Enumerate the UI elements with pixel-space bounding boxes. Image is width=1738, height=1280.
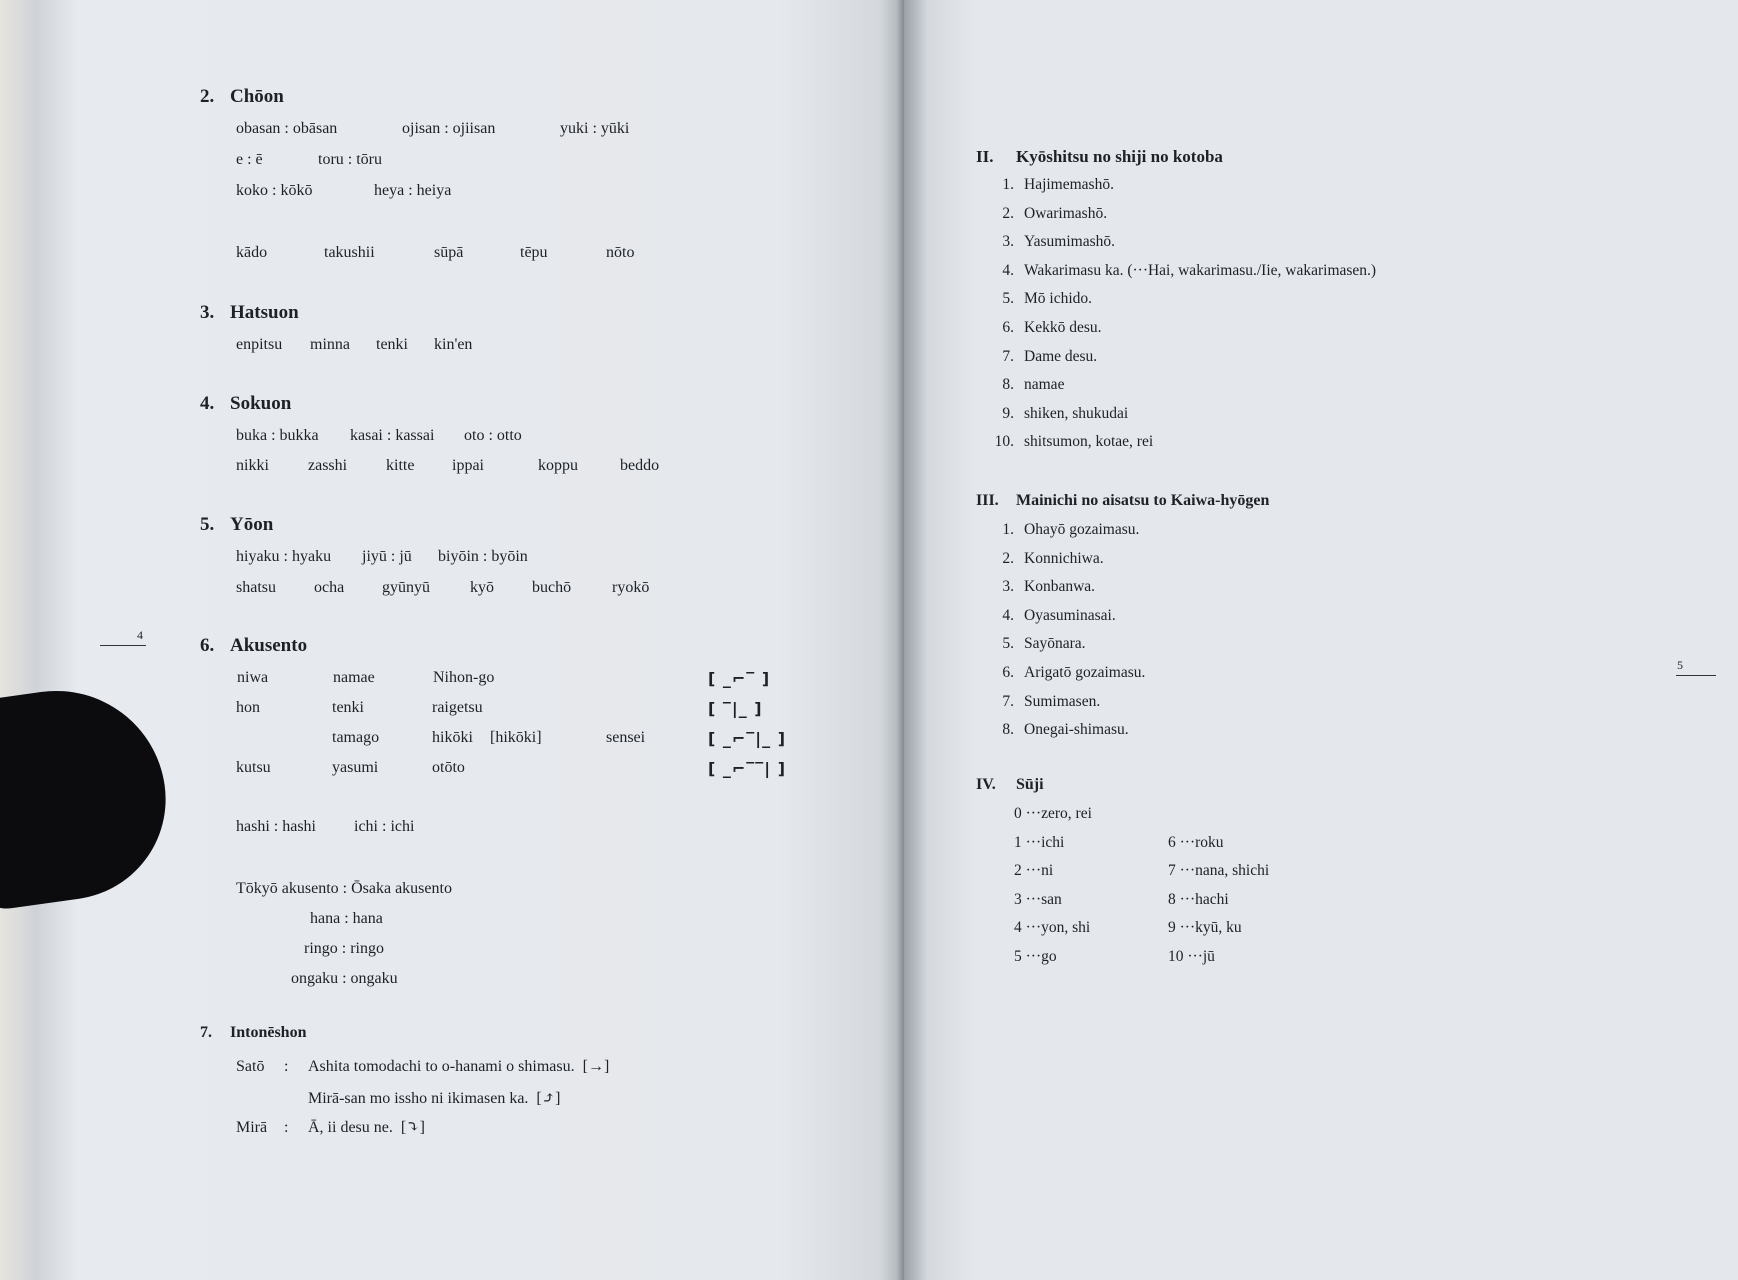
item-text: Oyasuminasai. (1024, 606, 1116, 624)
list-item (984, 405, 1376, 434)
section-title: Sūji (1016, 776, 1044, 793)
choon-row-1 (236, 120, 629, 138)
list-item (984, 233, 1376, 262)
item-number: 6. (1002, 663, 1014, 681)
section-iii-heading (976, 492, 1269, 510)
section-title: Mainichi no aisatsu to Kaiwa-hyōgen (1016, 492, 1270, 509)
accent-word: sensei (606, 729, 646, 746)
accent-word: Nihon-go (433, 669, 495, 686)
word: koppu (538, 457, 578, 474)
speaker-colon: : (284, 1119, 289, 1136)
word: kin'en (434, 336, 473, 353)
item-number: 2. (1002, 549, 1014, 567)
list-item (984, 607, 1145, 636)
list-item (984, 721, 1145, 750)
accent-word: kutsu (236, 759, 271, 776)
pitch-pattern: [ ‾|_ ] (708, 699, 763, 718)
word-pair: e : ē (236, 151, 263, 168)
pitch-pattern: [ _⌐‾|_ ] (708, 729, 787, 748)
item-text: Konnichiwa. (1024, 549, 1104, 567)
number-item: 5 ···go (1014, 947, 1057, 965)
section-number: 5. (200, 514, 215, 535)
greeting-list (984, 521, 1145, 750)
item-text: namae (1024, 376, 1065, 394)
list-item (984, 376, 1376, 405)
accent-pattern-4 (708, 759, 787, 779)
accent-word: hon (236, 699, 260, 716)
word: kyō (470, 579, 494, 596)
accent-word: hikōki (432, 729, 473, 746)
word: tēpu (520, 244, 548, 261)
accent-word: yasumi (332, 759, 379, 776)
word-pair: heya : heiya (374, 182, 452, 199)
word-pair: ojisan : ojiisan (402, 120, 496, 137)
word: gyūnyū (382, 579, 430, 596)
item-number: 3. (1002, 578, 1014, 596)
item-number: 1. (1002, 176, 1014, 193)
item-number: 8. (1002, 376, 1014, 394)
item-number: 7. (1002, 347, 1014, 365)
list-item (984, 578, 1145, 607)
section-title: Akusento (230, 635, 308, 656)
section-number: 3. (200, 302, 215, 323)
word-pair: buka : bukka (236, 427, 319, 444)
item-number: 4. (1002, 261, 1014, 279)
number-item: 10 ···jū (1168, 947, 1215, 965)
item-text: Arigatō gozaimasu. (1024, 663, 1146, 681)
item-text: Sumimasen. (1024, 692, 1101, 710)
word: shatsu (236, 579, 276, 596)
accent-word: otōto (432, 759, 465, 776)
word-pair: oto : otto (464, 427, 522, 444)
section-title: Hatsuon (230, 302, 299, 323)
list-item (984, 176, 1376, 205)
item-number: 7. (1002, 692, 1014, 710)
accent-word: [hikōki] (490, 729, 542, 746)
numbers-column-2 (1168, 834, 1269, 977)
item-text: shitsumon, kotae, rei (1024, 433, 1154, 451)
item-number: 5. (1002, 290, 1014, 308)
accent-pair: hashi : hashi (236, 818, 316, 835)
dialogue-line-2 (236, 1088, 560, 1108)
osaka-row-1: hana : hana (310, 910, 383, 927)
number-item: 9 ···kyū, ku (1168, 919, 1242, 937)
section-iv-heading (976, 776, 1044, 794)
word: ryokō (612, 579, 650, 596)
osaka-row-2: ringo : ringo (304, 940, 384, 957)
word: tenki (376, 336, 408, 353)
section-intoneshon-heading (200, 1024, 306, 1042)
pitch-pattern: [ _⌐‾ ] (708, 669, 771, 688)
word: zasshi (308, 457, 348, 474)
akusento-row-1 (236, 669, 494, 687)
list-item (984, 348, 1376, 377)
item-number: 8. (1002, 721, 1014, 739)
section-yoon-heading (200, 514, 273, 536)
item-text: Dame desu. (1024, 347, 1098, 365)
sokuon-row-1 (236, 427, 522, 445)
section-number: II. (976, 147, 994, 166)
item-text: Sayōnara. (1024, 635, 1086, 653)
item-text: Hajimemashō. (1024, 176, 1114, 193)
list-item (984, 262, 1376, 291)
number-item: 8 ···hachi (1168, 890, 1229, 908)
section-ii-heading (976, 147, 1223, 167)
section-choon-heading (200, 86, 284, 108)
section-number: 2. (200, 86, 215, 107)
list-item (984, 635, 1145, 664)
item-text: shiken, shukudai (1024, 404, 1129, 422)
page-number-rule (100, 645, 146, 646)
word-pair: biyōin : byōin (438, 548, 528, 565)
item-text: Kekkō desu. (1024, 318, 1102, 336)
accent-word: raigetsu (432, 699, 483, 716)
list-item (984, 550, 1145, 579)
numbers-column-1 (1014, 805, 1092, 977)
section-title: Intonēshon (230, 1024, 307, 1041)
word: minna (310, 336, 350, 353)
page-number: 4 (137, 628, 143, 642)
list-item (984, 693, 1145, 722)
word: beddo (620, 457, 660, 474)
page-number-rule (1676, 675, 1716, 676)
list-item (984, 664, 1145, 693)
thumb-shadow (0, 677, 179, 913)
akusento-row-3 (332, 729, 645, 747)
word: kitte (386, 457, 415, 474)
item-text: Yasumimashō. (1024, 233, 1116, 251)
osaka-heading: Tōkyō akusento : Ōsaka akusento (236, 880, 452, 897)
item-text: Konbanwa. (1024, 578, 1096, 596)
intonation-mark: [⤴] (536, 1090, 561, 1107)
accent-word: niwa (237, 669, 269, 686)
word: nōto (606, 244, 635, 261)
yoon-row-2 (236, 579, 649, 597)
number-item: 7 ···nana, shichi (1168, 862, 1270, 880)
item-number: 6. (1002, 318, 1014, 336)
word: nikki (236, 457, 269, 474)
section-number: III. (976, 492, 999, 509)
accent-pattern-2 (708, 699, 774, 719)
section-number: 6. (200, 635, 215, 656)
number-item: 6 ···roku (1168, 833, 1224, 851)
dialogue-line-3 (236, 1117, 425, 1137)
list-item (984, 521, 1145, 550)
word: ippai (452, 457, 484, 474)
dialogue-text: Ā, ii desu ne. (308, 1119, 393, 1136)
section-title: Yōon (230, 514, 274, 535)
osaka-row-3: ongaku : ongaku (291, 970, 398, 987)
word: kādo (236, 244, 268, 261)
item-number: 1. (1002, 521, 1014, 538)
choon-row-4 (236, 244, 634, 262)
hatsuon-row-1 (236, 336, 472, 354)
speaker-colon: : (284, 1058, 289, 1075)
list-item (984, 433, 1376, 462)
accent-pair: ichi : ichi (354, 818, 415, 835)
dialogue-text: Mirā-san mo issho ni ikimasen ka. (308, 1090, 529, 1107)
pitch-pattern: [ _⌐‾‾| ] (708, 759, 787, 778)
yoon-row-1 (236, 548, 528, 566)
dialogue-text: Ashita tomodachi to o-hanami o shimasu. (308, 1058, 575, 1075)
item-number: 10. (994, 433, 1014, 451)
right-page (904, 0, 1738, 1280)
word: enpitsu (236, 336, 283, 353)
section-number: 7. (200, 1024, 212, 1041)
item-number: 4. (1002, 606, 1014, 624)
list-item (984, 205, 1376, 234)
choon-row-3 (236, 182, 451, 200)
item-text: Owarimashō. (1024, 204, 1108, 222)
accent-word: tenki (332, 699, 364, 716)
list-item (984, 290, 1376, 319)
accent-word: namae (333, 669, 375, 686)
intonation-mark: [⤵] (400, 1119, 425, 1136)
word-pair: jiyū : jū (362, 548, 412, 565)
section-sokuon-heading (200, 393, 291, 415)
number-item: 2 ···ni (1014, 862, 1054, 880)
section-title: Sokuon (230, 393, 292, 414)
section-title: Chōon (230, 86, 284, 107)
item-text: Onegai-shimasu. (1024, 721, 1129, 739)
speaker-name: Satō (236, 1058, 265, 1075)
sokuon-row-2 (236, 457, 659, 475)
number-item: 3 ···san (1014, 890, 1062, 908)
item-number: 3. (1002, 233, 1014, 251)
section-number: IV. (976, 776, 996, 793)
akusento-row-2 (236, 699, 483, 717)
section-hatsuon-heading (200, 302, 299, 324)
page-number: 5 (1677, 658, 1683, 672)
item-text: Mō ichido. (1024, 290, 1093, 308)
accent-pattern-1 (708, 669, 774, 689)
item-number: 5. (1002, 635, 1014, 653)
word-pair: obasan : obāsan (236, 120, 338, 137)
word: buchō (532, 579, 572, 596)
section-number: 4. (200, 393, 215, 414)
list-item (984, 319, 1376, 348)
accent-word: tamago (332, 729, 380, 746)
word: ocha (314, 579, 345, 596)
section-akusento-heading (200, 635, 307, 657)
item-text: Ohayō gozaimasu. (1024, 521, 1140, 538)
word-pair: yuki : yūki (560, 120, 630, 137)
choon-row-2 (236, 151, 382, 169)
accent-pair-row (236, 818, 414, 836)
number-item: 1 ···ichi (1014, 833, 1065, 851)
word-pair: kasai : kassai (350, 427, 435, 444)
item-text: Wakarimasu ka. (···Hai, wakarimasu./Iie, wakarimasen.) (1024, 261, 1377, 279)
item-number: 9. (1002, 404, 1014, 422)
word: sūpā (434, 244, 464, 261)
item-number: 2. (1002, 204, 1014, 222)
word-pair: koko : kōkō (236, 182, 313, 199)
intonation-mark: [→] (582, 1058, 610, 1075)
number-item: 4 ···yon, shi (1014, 919, 1091, 937)
dialogue-line-1 (236, 1058, 609, 1076)
section-title: Kyōshitsu no shiji no kotoba (1016, 147, 1223, 166)
accent-pattern-3 (708, 729, 787, 749)
word-pair: toru : tōru (318, 151, 382, 168)
classroom-phrase-list (984, 176, 1376, 462)
number-item: 0 ···zero, rei (1014, 805, 1092, 822)
speaker-name: Mirā (236, 1119, 268, 1136)
word-pair: hiyaku : hyaku (236, 548, 332, 565)
akusento-row-4 (236, 759, 465, 777)
word: takushii (324, 244, 375, 261)
